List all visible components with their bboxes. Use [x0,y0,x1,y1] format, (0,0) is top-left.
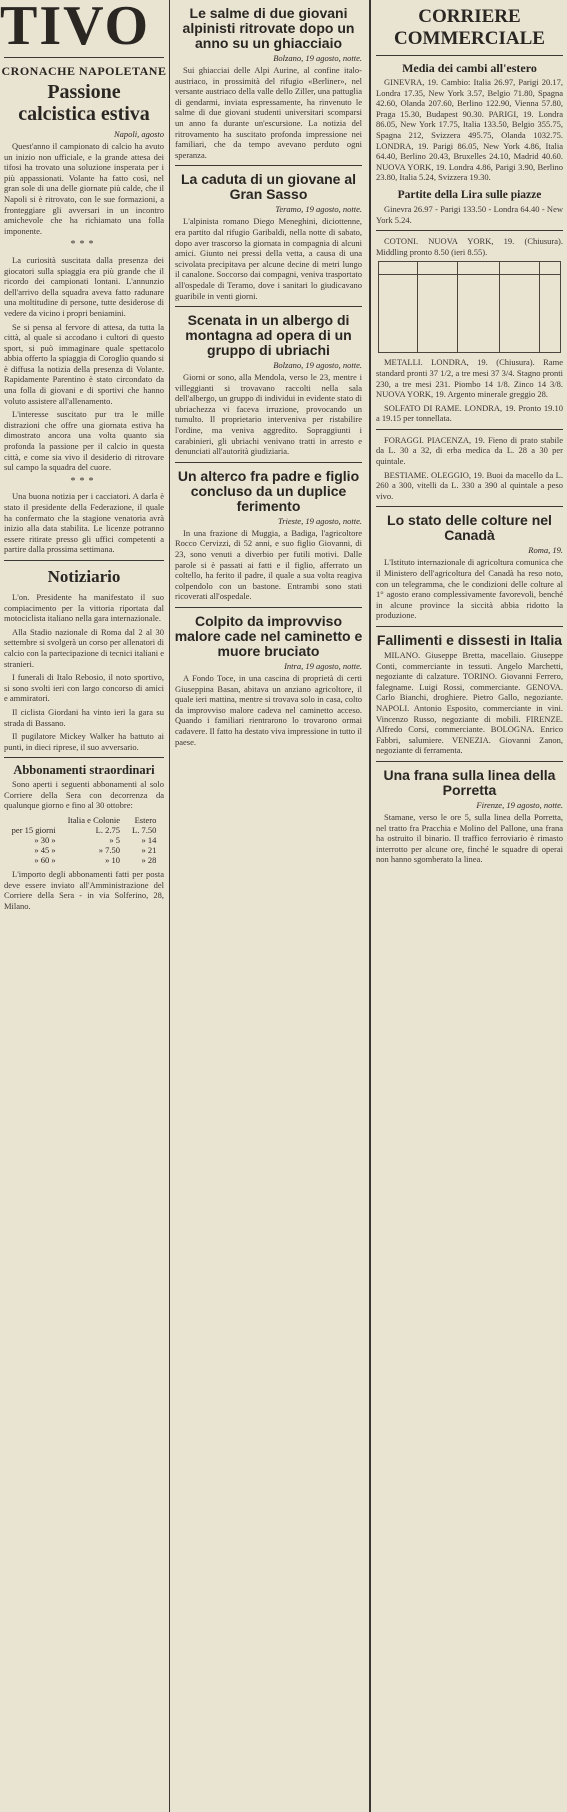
table-header-rule [379,274,560,275]
article-headline: Le salme di due giovani alpinisti ritrovate dopo un anno su un ghiacciaio [182,5,355,51]
section-title: CRONACHE NAPOLETANE [1,64,167,78]
list-item: Il pugilatore Mickey Walker ha battuto ai punti, in dieci riprese, il suo avversario. [4,731,164,752]
article-body [376,650,563,756]
table-row [6,855,163,865]
table-cell: Italia e Colonie [67,815,120,826]
article-headline: Una frana sulla linea della Porretta [383,766,556,798]
table-cell: » 60 » [34,855,56,866]
table-cell: L. 2.75 [95,825,120,836]
article-body [175,528,362,602]
paragraph: Sui ghiacciai delle Alpi Aurine, al confine italo-austriaco, in prossimità del rifugio «Berliner», nel versante austriaco della valle dello Ziller, una pattuglia di gendarmi, inviata espressamente, ha rinvenuto le salme di due giovani studenti universitari scomparsi un anno fa durante un'escursione. La notizia del ritrovamento ha suscitato profonda impressione nei familiari, che da tempo avevano perduto ogni speranza. [175,65,362,160]
table-column-rule [499,262,500,352]
paragraph: Se si pensa al fervore di attesa, da tutta la città, al quale si accodano i cultori di questo sport, si può immaginare quale spettacolo abbia offerto la spiaggia di Coroglio quando si è diffusa la notizia della presenza di Volante. Rapidamente Parentino è stato circondato da una folla di giovani e di sportivi che hanno voluto assistere all'allenamento. [4,321,164,406]
table-cell: per 15 giorni [11,825,56,836]
dateline: Bolzano, 19 agosto, notte. [273,53,362,63]
article-headline: Scenata in un albergo di montagna ad opera di un gruppo di ubriachi [185,312,352,359]
column-rule [369,0,371,1812]
table-cell: » 5 [109,835,120,846]
divider [376,506,563,507]
article-headline: Colpito da improvviso malore cade nel caminetto e muore bruciato [174,613,363,659]
divider [376,55,563,56]
table-cell: » 21 [141,845,157,856]
paragraph: Ginevra 26.97 - Parigi 133.50 - Londra 64.40 - New York 5.24. [376,203,563,225]
commodity-livestock [376,470,563,502]
paragraph: La curiosità suscitata dalla presenza dei giocatori sulla spiaggia era più grande che il ricordo dei campionati lontani. L'annunzio dell'arrivo della squadra aveva fatto radunare una moltitudine di persone, tutte desiderose di vedere da vicino i propri beniamini. [4,254,164,318]
paragraph: Quest'anno il campionato di calcio ha avuto un inizio non ufficiale, e la grande attesa dei tifosi ha trovato una soluzione insperata per i più appassionati. Volante ha fatto così, nel gran sole di una delle giornate più calde, che il Napoli si è ritrovato, con le sue formazioni, a fronteggiare gli avversari in un incontro amichevole che ha richiamato una folla imponente. [4,141,164,236]
column-middle [171,0,366,750]
article-body [175,372,362,457]
exchange-rates [376,77,563,183]
paragraph: BESTIAME. OLEGGIO, 19. Buoi da macello da L. 260 a 300, vitelli da L. 330 a 390 al quintale a peso vivo. [376,469,563,501]
table-row [6,825,163,835]
price-table-graphic [378,261,561,353]
article-body [175,65,362,160]
table-cell: » 30 » [34,835,56,846]
list-item: L'on. Presidente ha manifestato il suo compiacimento per la vittoria riportata dal motociclista italiano nella gara internazionale. [4,591,164,624]
abbonamenti-title: Abbonamenti straordinari [13,763,155,778]
subscription-table [6,815,163,865]
table-row [6,835,163,845]
paragraph: FORAGGI. PIACENZA, 19. Fieno di prato stabile da L. 30 a 32, di erba medica da L. 28 a 30 per quintale. [376,434,563,467]
paragraph: Stamane, verso le ore 5, sulla linea della Porretta, nel tratto fra Pracchia e Molino del Pallone, una frana ha ostruito il binario. Il traffico ferroviario è rimasto interrotto per alcune ore, finché le squadre di operai non hanno sgomberato la linea. [376,811,563,865]
article-body [376,557,563,621]
divider [175,607,362,608]
paragraph: Sono aperti i seguenti abbonamenti al solo Corriere della Sera con decorrenza da qualunque giorno e fino al 30 ottobre: [4,779,164,811]
divider [376,230,563,231]
table-cell: » 14 [141,835,157,846]
lira-rates [376,204,563,225]
masthead-left: TIVO [0,0,151,57]
paragraph: METALLI. LONDRA, 19. (Chiusura). Rame standard pronti 37 1/2, a tre mesi 37 3/4. Stagno pronti 230, a tre mesi 231. Piombo 14 1/8. Zinco 14 3/8. NUOVA YORK, 19. Argento minerale greggio 28. [376,357,563,400]
paragraph: L'importo degli abbonamenti fatti per posta deve essere inviato all'Amministrazione del Corriere della Sera - in via Solferino, 28, Milano. [4,869,164,911]
article-body [376,812,563,865]
divider [175,165,362,166]
paragraph: L'alpinista romano Diego Meneghini, diciottenne, era partito dal rifugio Garibaldi, nella notte di sabato, dopo aver trascorso la giornata in compagnia di alcuni amici. Giunto nei pressi della vetta, a causa di una scivolata precipitava per alcune decine di metri lungo il canalone. Soccorso dai compagni, veniva trasportato all'ospedale di Teramo, dove i sanitari lo giudicavano guaribile in venti giorni. [175,216,362,301]
paragraph: Una buona notizia per i cacciatori. A darla è stato il presidente della Federazione, il quale ha confermato che la stagione venatoria avrà inizio alla data stabilita. Le licenze potranno essere ritirate presso gli uffici competenti a partire dalla prossima settimana. [4,491,164,555]
table-cell: » 28 [141,855,157,866]
dateline: Firenze, 19 agosto, notte. [476,799,563,810]
dateline: Bolzano, 19 agosto, notte. [273,360,362,371]
column-rule [169,0,170,1812]
divider [4,560,164,561]
table-cell: » 45 » [34,845,56,856]
section-title: Partite della Lira sulle piazze [397,188,542,201]
article-headline: Lo stato delle colture nel Canadà [387,512,552,544]
divider [4,57,164,58]
article-body [175,216,362,301]
divider [4,757,164,758]
table-cell [6,815,62,825]
paragraph: A Fondo Toce, in una cascina di proprietà di certi Giuseppina Basan, abitava un anziano agricoltore, il quale ieri mattina, mentre si trovava solo in casa, colto da improvviso malore cadeva nel caminetto acceso. Quando i familiari rientrarono lo trovarono ormai cadavere. Il fatto ha destato viva impressione in tutto il paese. [175,673,362,747]
notiziario-list [4,592,164,752]
table-column-rule [417,262,418,352]
paragraph: GINEVRA, 19. Cambio: Italia 26.97, Parigi 20.17, Londra 17.35, New York 3.57, Belgio 71.80, Spagna 42.60, Olanda 207.60, Berlino 122.90, Vienna 57.80, Praga 15.30, Budapest 90.30. PARIGI, 19. Londra 86.05, New York 17.75, Italia 133.50, Belgio 355.75, Spagna 212, Svizzera 495.75, Olanda 1032.75. LONDRA, 19. Parigi 86.05, New York 4.86, Italia 64.40, Berlino 20.43, Bruxelles 24.10, Madrid 40.60. NUOVA YORK, 19. Londra 4.86, Parigi 3.90, Berlino 23.80, Italia 5.24, Svizzera 19.30. [376,77,563,183]
paragraph: MILANO. Giuseppe Bretta, macellaio. Giuseppe Conti, commerciante in tessuti. Angelo Marchetti, negoziante di calzature. TORINO. Giovanni Ferrero, falegname. Luigi Rossi, commerciante. GENOVA. Carlo Bianchi, droghiere. Pietro Gallo, negoziante. NAPOLI. Antonio Esposito, commerciante in vini. Vincenzo Russo, negoziante di mobili. FIRENZE. Alfredo Corsi, commerciante. BOLOGNA. Enrico Fabbri, salumiere. VENEZIA. Giovanni Zanon, negoziante di ferramenta. [376,650,563,756]
dateline: Trieste, 19 agosto, notte. [277,515,362,526]
article-headline: Passione calcistica estiva [18,81,150,125]
article-headline: La caduta di un giovane al Gran Sasso [180,171,357,203]
divider [376,761,563,762]
table-cell: L. 7.50 [132,825,157,836]
commodity-copper [376,403,563,424]
list-item: Il ciclista Giordani ha vinto ieri la gara su strada di Bassano. [4,706,164,728]
dateline: Roma, 19. [528,545,563,556]
section-title: Media dei cambi all'estero [402,61,537,75]
paragraph: L'interesse suscitato pur tra le mille distrazioni che offre una giornata estiva ha dimostrato ancora una volta quanto sia profonda la passione per il calcio in questa città, e come sia vivo il desiderio di ritrovare sul campo la squadra del cuore. [4,409,164,473]
article-body [4,141,164,555]
table-cell: » 7.50 [98,845,120,856]
table-cell: Estero [134,815,157,826]
abbonamenti-note [4,869,164,911]
commodity-forage [376,435,563,467]
article-headline: Fallimenti e dissesti in Italia [376,632,563,648]
divider [376,429,563,430]
column-left [0,0,168,914]
table-row [6,815,163,825]
dateline: Napoli, agosto [113,129,164,139]
article-headline: Un alterco fra padre e figlio concluso da un duplice ferimento [177,467,360,514]
list-item: I funerali di Italo Rebosio, il noto sportivo, si sono svolti ieri con largo concorso di amici e ammiratori. [4,672,164,704]
commodity-cotton [376,236,563,257]
paragraph: COTONI. NUOVA YORK, 19. (Chiusura). Middling pronto 8.50 (ieri 8.55). [376,236,563,257]
dateline: Teramo, 19 agosto, notte. [275,204,362,215]
separator: *** [70,475,98,487]
paragraph: L'Istituto internazionale di agricoltura comunica che il Ministero dell'agricoltura del Canadà ha reso noto, con un telegramma, che le condizioni delle colture al 1° agosto erano complessivamente favorevoli, benché in alcune province la siccità abbia ridotto la produzione. [376,557,563,621]
separator: *** [70,239,98,251]
table-column-rule [539,262,540,352]
paragraph: SOLFATO DI RAME. LONDRA, 19. Pronto 19.10 a 19.15 per tonnellata. [376,402,563,424]
masthead-right: CORRIERE COMMERCIALE [394,6,545,49]
list-item: Alla Stadio nazionale di Roma dal 2 al 30 settembre si svolgerà un corso per allenatori di calcio con la partecipazione di tecnici italiani e stranieri. [4,626,164,669]
abbonamenti-intro [4,779,164,811]
divider [376,626,563,627]
table-cell: » 10 [105,855,120,866]
divider [175,462,362,463]
divider [175,306,362,307]
notiziario-title: Notiziario [47,566,121,586]
table-column-rule [457,262,458,352]
table-row [6,845,163,855]
commodity-metals [376,357,563,399]
column-right [372,0,567,868]
dateline: Intra, 19 agosto, notte. [284,661,362,671]
article-body [175,673,362,747]
paragraph: In una frazione di Muggia, a Badiga, l'agricoltore Rocco Cervizzi, di 52 anni, e suo figlio Giovanni, di 23, sono venuti a diverbio per futili motivi. Dalle parole si è passati ai fatti e il figlio, afferrato un coltello, ha ferito il padre, il quale a sua volta reagiva colpendolo con un bastone. Entrambi sono stati ricoverati all'ospedale. [175,527,362,602]
paragraph: Giorni or sono, alla Mendola, verso le 23, mentre i villeggianti si trovavano raccolti nella sala dell'albergo, un gruppo di individui in evidente stato di ubriachezza vi faceva irruzione, provocando un tumulto. Il proprietario interveniva per ristabilire l'ordine, ma veniva aggredito. Sopraggiunti i carabinieri, gli ubriachi venivano tratti in arresto e denunciati all'autorità giudiziaria. [175,372,362,457]
